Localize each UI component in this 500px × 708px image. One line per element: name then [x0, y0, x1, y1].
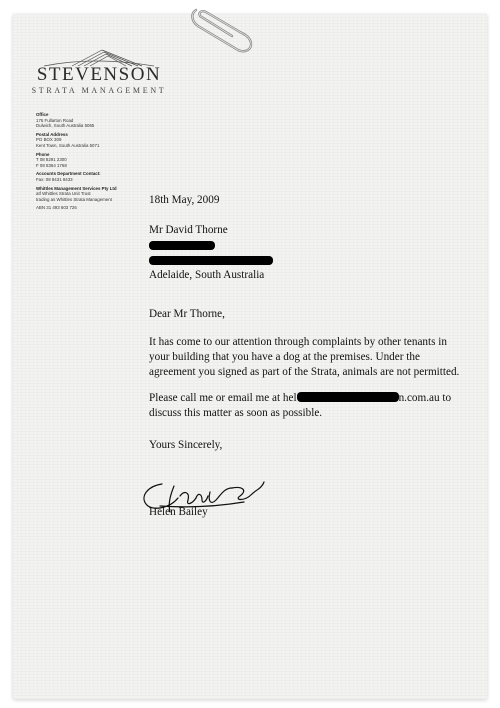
phone-line: T 08 8291 2300 — [36, 157, 67, 163]
closing: Yours Sincerely, — [149, 439, 223, 451]
salutation: Dear Mr Thorne, — [149, 308, 225, 320]
postal-line: Kent Town, South Australia 5071 — [36, 142, 100, 148]
postal-label: Postal Address — [36, 131, 68, 137]
company-subtitle: STRATA MANAGEMENT — [31, 86, 167, 95]
signatory-name: Helen Bailey — [149, 506, 208, 518]
office-line: 176 Fullarton Road — [36, 117, 74, 123]
postal-line: PO BOX 309 — [36, 137, 62, 143]
phone-label: Phone — [36, 151, 50, 157]
company-logo — [24, 44, 174, 100]
recipient-city: Adelaide, South Australia — [149, 269, 265, 281]
letter-date: 18th May, 2009 — [149, 194, 220, 206]
accounts-label: Accounts Department Contact: — [36, 171, 101, 177]
office-label: Office — [36, 112, 49, 117]
redaction-bar — [149, 241, 215, 250]
contact-block — [36, 112, 146, 214]
redaction-bar — [297, 392, 399, 402]
entity-line: atf Whittles Strata Unit Trust — [36, 191, 91, 197]
paragraph-2-start: Please call me or email me at hel — [149, 392, 297, 404]
entity-label: Whittles Management Services Pty Ltd — [36, 185, 117, 191]
paragraph-2-mid: n.com.au to — [398, 392, 452, 404]
phone-line: F 08 8364 1768 — [36, 162, 67, 168]
redacted-address-line-1 — [149, 238, 469, 253]
signature-icon — [140, 478, 270, 518]
redaction-bar — [149, 256, 273, 265]
entity-line: trading as Whittles Strata Management — [36, 196, 112, 202]
recipient-name: Mr David Thorne — [149, 224, 228, 236]
abn: ABN 31 493 603 726 — [36, 205, 77, 211]
paperclip-icon — [186, 2, 258, 56]
paragraph-2-end: discuss this matter as soon as possible. — [149, 407, 323, 419]
accounts-fax: Fax: 08 8431 8433 — [36, 176, 73, 182]
redacted-address-line-2 — [149, 253, 469, 268]
company-name: STEVENSON — [36, 64, 162, 85]
letter-body — [149, 193, 469, 520]
office-line: Dulwich, South Australia 5065 — [36, 123, 95, 129]
paragraph-1: It has come to our attention through complaints by other tenants in your building that you have a dog at the premises. Under the agreement you signed as part of the Strata, animals are not permitted. — [149, 336, 460, 378]
paragraph-2 — [149, 391, 469, 421]
